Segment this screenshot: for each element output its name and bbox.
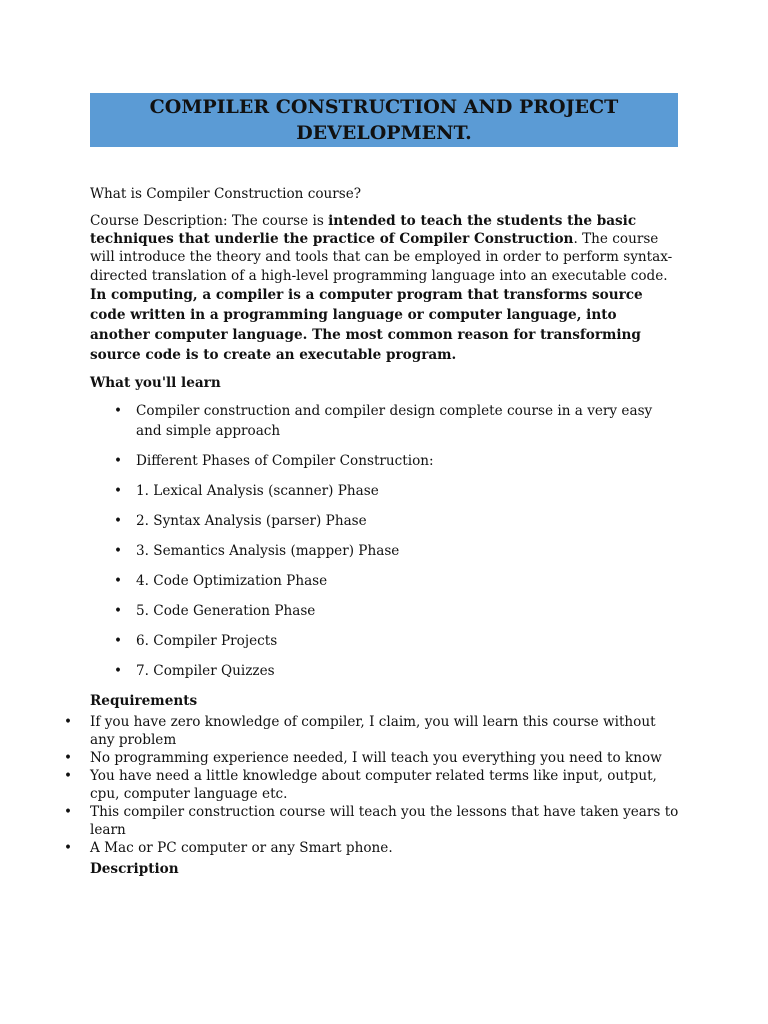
learn-item-text: 5. Code Generation Phase	[136, 602, 316, 619]
bullet-icon: •	[64, 839, 73, 856]
bullet-icon: •	[64, 713, 73, 730]
requirement-item	[64, 839, 680, 857]
bullet-icon: •	[64, 803, 73, 820]
bullet-icon: •	[114, 542, 123, 559]
description-prefix: Course Description: The course is	[90, 213, 329, 229]
learn-item	[90, 401, 680, 441]
bullet-icon: •	[114, 602, 123, 619]
learn-item-text: 2. Syntax Analysis (parser) Phase	[136, 512, 367, 529]
learn-item-text: 6. Compiler Projects	[136, 632, 278, 649]
learn-item	[90, 451, 680, 471]
bullet-icon: •	[114, 512, 123, 529]
learn-list	[90, 401, 680, 681]
title-line-2: DEVELOPMENT.	[296, 122, 472, 144]
title-line-1: COMPILER CONSTRUCTION AND PROJECT	[149, 96, 619, 118]
description-rest: . The course will introduce the theory and tools that can be employed in order to perform syntax-directed translation of a high-level programming language into an executable code.	[90, 231, 673, 284]
bullet-icon: •	[64, 767, 73, 784]
learn-item	[90, 601, 680, 621]
learn-item-text: 1. Lexical Analysis (scanner) Phase	[136, 482, 379, 499]
learn-item-text: 4. Code Optimization Phase	[136, 572, 328, 589]
document-body	[64, 184, 680, 879]
learn-item	[90, 571, 680, 591]
question-line: What is Compiler Construction course?	[90, 186, 362, 202]
requirement-item-text: A Mac or PC computer or any Smart phone.	[90, 839, 393, 856]
requirement-item-text: No programming experience needed, I will teach you everything you need to know	[90, 749, 662, 766]
learn-item	[90, 511, 680, 531]
learn-item-text: Compiler construction and compiler design complete course in a very easy and simple approach	[136, 402, 653, 439]
bullet-icon: •	[114, 402, 123, 419]
bullet-icon: •	[114, 482, 123, 499]
bullet-icon: •	[114, 662, 123, 679]
bullet-icon: •	[114, 632, 123, 649]
requirements-heading: Requirements	[90, 692, 198, 709]
requirement-item	[64, 803, 680, 839]
learn-item	[90, 631, 680, 651]
requirement-item	[64, 749, 680, 767]
learn-item	[90, 661, 680, 681]
requirements-list	[64, 713, 680, 857]
compiler-definition: In computing, a compiler is a computer program that transforms source code written in a programming language or computer language, into another computer language. The most common reason for transforming source code is to create an executable program.	[90, 286, 643, 363]
requirement-item-text: This compiler construction course will teach you the lessons that have taken years to learn	[90, 803, 679, 838]
requirement-item-text: You have need a little knowledge about computer related terms like input, output, cpu, computer language etc.	[90, 767, 657, 802]
bullet-icon: •	[114, 572, 123, 589]
learn-item	[90, 481, 680, 501]
learn-item-text: 7. Compiler Quizzes	[136, 662, 275, 679]
description-heading: Description	[90, 860, 179, 877]
learn-item	[90, 541, 680, 561]
learn-heading: What you'll learn	[90, 374, 221, 391]
learn-item-text: 3. Semantics Analysis (mapper) Phase	[136, 542, 400, 559]
requirement-item	[64, 713, 680, 749]
description-bold: intended to teach the students the basic techniques that underlie the practice of Compiler Construction	[90, 213, 637, 248]
bullet-icon: •	[114, 452, 123, 469]
requirement-item-text: If you have zero knowledge of compiler, I claim, you will learn this course without any problem	[90, 713, 656, 748]
course-description	[90, 212, 680, 285]
learn-item-text: Different Phases of Compiler Construction:	[136, 452, 434, 469]
requirement-item	[64, 767, 680, 803]
title-banner	[90, 93, 678, 147]
bullet-icon: •	[64, 749, 73, 766]
